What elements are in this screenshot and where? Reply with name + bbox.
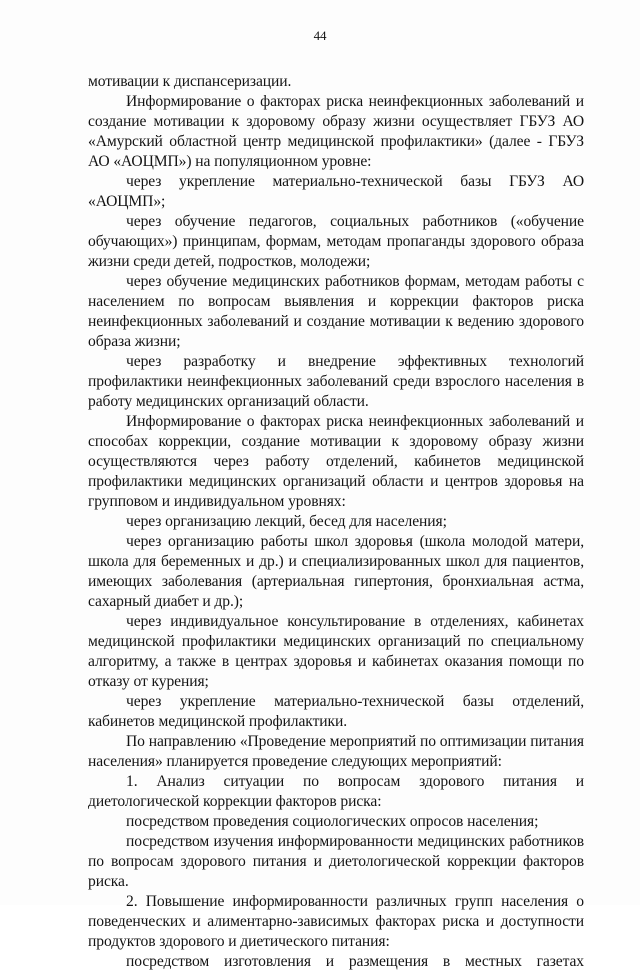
list-item: посредством проведения социологических опросов населения; [126,813,539,830]
paragraph: Информирование о факторах риска неинфекционных заболеваний и создание мотивации к здоровому образу жизни осуществляет ГБУЗ АО «Амурский областной центр медицинской профилактики» (далее - ГБУЗ АО «АОЦМП») на популяционном уровне: [88,93,584,170]
list-item: через индивидуальное консультирование в отделениях, кабинетах медицинской профилактики медицинских организаций по специальному алгоритму, а также в центрах здоровья и кабинетах оказания помощи по отказу от курения; [88,613,584,690]
paragraph: Информирование о факторах риска неинфекционных заболеваний и способах коррекции, создание мотивации к здоровому образу жизни осуществляются через работу отделений, кабинетов медицинской профилактики медицинских организаций области и центров здоровья на групповом и индивидуальном уровнях: [88,413,584,510]
list-item: через укрепление материально-технической базы отделений, кабинетов медицинской профилактики. [88,693,584,730]
page-number: 44 [313,28,327,43]
list-item: через организацию работы школ здоровья (школа молодой матери, школа для беременных и др.) и специализированных школ для пациентов, имеющих заболевания (артериальная гипертония, бронхиальная астма, сахарный диабет и др.); [88,533,584,610]
list-item: через обучение педагогов, социальных работников («обучение обучающих») принципам, формам, методам пропаганды здорового образа жизни среди детей, подростков, молодежи; [88,213,584,270]
list-item: через организацию лекций, бесед для населения; [126,513,447,530]
numbered-item: 2. Повышение информированности различных групп населения о поведенческих и алиментарно-зависимых факторах риска и доступности продуктов здорового и диетического питания: [88,893,584,950]
document-body [88,72,584,972]
paragraph: мотивации к диспансеризации. [88,73,292,90]
list-item: посредством изучения информированности медицинских работников по вопросам здорового питания и диетологической коррекции факторов риска. [88,833,584,890]
numbered-item: 1. Анализ ситуации по вопросам здорового питания и диетологической коррекции факторов риска: [88,773,584,810]
list-item: через укрепление материально-технической базы ГБУЗ АО «АОЦМП»; [88,173,584,210]
paragraph: По направлению «Проведение мероприятий по оптимизации питания населения» планируется проведение следующих мероприятий: [88,733,584,770]
list-item: посредством изготовления и размещения в местных газетах [126,953,584,970]
list-item: через обучение медицинских работников формам, методам работы с населением по вопросам выявления и коррекции факторов риска неинфекционных заболеваний и создание мотивации к ведению здорового образа жизни; [88,273,584,350]
list-item: через разработку и внедрение эффективных технологий профилактики неинфекционных заболеваний среди взрослого населения в работу медицинских организаций области. [88,353,584,410]
